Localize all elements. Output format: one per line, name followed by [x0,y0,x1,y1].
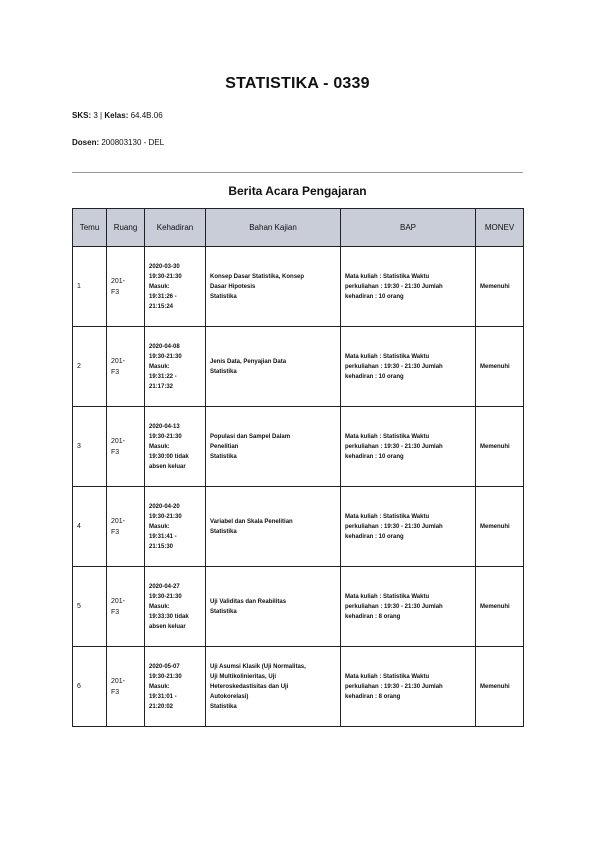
table-row [73,487,524,567]
cell-bahan-kajian-line: Statistika [210,608,237,615]
cell-temu: 5 [73,567,107,647]
cell-bahan-kajian [206,327,341,407]
cell-kehadiran-line: absen keluar [149,623,186,630]
cell-kehadiran-line: 19:31:22 - [149,373,177,380]
cell-kehadiran-line: 19:30-21:30 [149,673,182,680]
cell-bahan-kajian-line: Statistika [210,368,237,375]
cell-bahan-kajian-line: Heteroskedastisitas dan Uji [210,683,289,690]
header-ruang: Ruang [107,209,145,247]
table-header-row [73,209,524,247]
cell-ruang [107,247,145,327]
cell-kehadiran-line: 2020-05-07 [149,663,180,670]
cell-monev: Memenuhi [476,247,524,327]
cell-kehadiran-line: 19:31:26 - [149,293,177,300]
table-row [73,407,524,487]
cell-bap [341,487,476,567]
dosen-value: 200803130 - DEL [101,138,165,147]
cell-kehadiran-line: 2020-04-27 [149,583,180,590]
cell-bap [341,407,476,487]
cell-monev: Memenuhi [476,327,524,407]
cell-bahan-kajian [206,407,341,487]
cell-ruang-line: F3 [111,528,120,536]
cell-ruang-line: 201- [111,517,126,525]
cell-bahan-kajian-line: Statistika [210,703,237,710]
cell-kehadiran [145,247,206,327]
header-bap: BAP [341,209,476,247]
cell-bahan-kajian [206,647,341,727]
table-row [73,327,524,407]
header-monev: MONEV [476,209,524,247]
cell-kehadiran [145,567,206,647]
cell-bap-line: perkuliahan : 19:30 - 21:30 Jumlah [345,683,443,690]
cell-ruang [107,407,145,487]
cell-kehadiran [145,407,206,487]
cell-bap-line: perkuliahan : 19:30 - 21:30 Jumlah [345,603,443,610]
cell-ruang-line: F3 [111,448,120,456]
cell-bahan-kajian-line: Statistika [210,453,237,460]
cell-bap-line: kehadiran : 8 orang [345,613,401,620]
cell-bahan-kajian [206,487,341,567]
cell-ruang-line: 201- [111,437,126,445]
cell-bap-line: Mata kuliah : Statistika Waktu [345,433,430,440]
cell-temu: 6 [73,647,107,727]
cell-bap [341,247,476,327]
cell-bap-line: perkuliahan : 19:30 - 21:30 Jumlah [345,523,443,530]
cell-ruang-line: 201- [111,677,126,685]
section-title: Berita Acara Pengajaran [228,184,367,198]
cell-bap [341,567,476,647]
cell-kehadiran-line: 19:30:00 tidak [149,453,189,460]
cell-bap [341,647,476,727]
kelas-value: 64.4B.06 [130,111,163,120]
table-body [73,247,524,727]
lecturer-line [72,138,164,147]
cell-kehadiran-line: 2020-04-20 [149,503,180,510]
cell-kehadiran-line: 19:30-21:30 [149,593,182,600]
cell-kehadiran-line: Masuk: [149,363,170,370]
cell-bap-line: kehadiran : 10 orang [345,293,404,300]
cell-bap-line: kehadiran : 10 orang [345,373,404,380]
cell-ruang [107,647,145,727]
meta-separator: | [100,111,103,120]
cell-ruang [107,487,145,567]
cell-ruang [107,567,145,647]
cell-kehadiran-line: 21:15:30 [149,543,174,550]
cell-bap-line: Mata kuliah : Statistika Waktu [345,673,430,680]
cell-bap-line: kehadiran : 10 orang [345,453,404,460]
cell-ruang-line: 201- [111,357,126,365]
cell-monev: Memenuhi [476,647,524,727]
cell-ruang-line: F3 [111,368,120,376]
cell-kehadiran-line: 19:30-21:30 [149,353,182,360]
cell-kehadiran-line: Masuk: [149,443,170,450]
cell-bahan-kajian-line: Konsep Dasar Statistika, Konsep [210,273,305,280]
cell-ruang-line: F3 [111,608,120,616]
cell-kehadiran [145,327,206,407]
cell-kehadiran-line: Masuk: [149,283,170,290]
table-row [73,247,524,327]
cell-kehadiran-line: 19:31:01 - [149,693,177,700]
cell-monev: Memenuhi [476,567,524,647]
cell-temu: 2 [73,327,107,407]
cell-kehadiran-line: 19:30-21:30 [149,433,182,440]
dosen-label: Dosen: [72,138,100,147]
cell-bahan-kajian-line: Populasi dan Sampel Dalam [210,433,291,440]
cell-ruang-line: 201- [111,597,126,605]
sks-value: 3 [93,111,98,120]
cell-kehadiran-line: 2020-04-13 [149,423,180,430]
cell-bahan-kajian-line: Uji Asumsi Klasik (Uji Normalitas, [210,663,306,670]
cell-kehadiran-line: absen keluar [149,463,186,470]
cell-kehadiran-line: 21:20:02 [149,703,174,710]
header-divider [72,172,523,173]
table-row [73,567,524,647]
cell-bahan-kajian-line: Dasar Hipotesis [210,283,256,290]
kelas-label: Kelas: [104,111,129,120]
cell-bahan-kajian-line: Variabel dan Skala Penelitian [210,518,293,525]
cell-bap-line: Mata kuliah : Statistika Waktu [345,513,430,520]
cell-ruang-line: F3 [111,688,120,696]
cell-bahan-kajian-line: Penelitian [210,443,239,450]
cell-kehadiran-line: 19:30-21:30 [149,513,182,520]
table-row [73,647,524,727]
cell-bap-line: perkuliahan : 19:30 - 21:30 Jumlah [345,283,443,290]
cell-kehadiran-line: Masuk: [149,603,170,610]
cell-kehadiran-line: 19:30-21:30 [149,273,182,280]
cell-kehadiran [145,487,206,567]
cell-kehadiran-line: 2020-03-30 [149,263,180,270]
header-temu: Temu [73,209,107,247]
cell-temu: 3 [73,407,107,487]
page-title: STATISTIKA - 0339 [225,75,370,92]
cell-kehadiran-line: Masuk: [149,523,170,530]
cell-ruang-line: F3 [111,288,120,296]
cell-monev: Memenuhi [476,487,524,567]
cell-monev: Memenuhi [476,407,524,487]
cell-bahan-kajian-line: Jenis Data, Penyajian Data [210,358,287,365]
cell-kehadiran-line: 2020-04-08 [149,343,180,350]
cell-kehadiran-line: 21:17:32 [149,383,174,390]
cell-bahan-kajian-line: Uji Multikolinieritas, Uji [210,673,277,680]
cell-temu: 4 [73,487,107,567]
cell-kehadiran-line: Masuk: [149,683,170,690]
cell-bahan-kajian-line: Statistika [210,293,237,300]
cell-bahan-kajian-line: Uji Validitas dan Reabilitas [210,598,287,605]
cell-bap-line: perkuliahan : 19:30 - 21:30 Jumlah [345,363,443,370]
header-bahan-kajian: Bahan Kajian [206,209,341,247]
cell-ruang-line: 201- [111,277,126,285]
cell-kehadiran-line: 19:31:41 - [149,533,177,540]
cell-ruang [107,327,145,407]
cell-bap [341,327,476,407]
cell-kehadiran-line: 21:15:24 [149,303,174,310]
cell-temu: 1 [73,247,107,327]
cell-bahan-kajian [206,247,341,327]
header-kehadiran: Kehadiran [145,209,206,247]
cell-bap-line: Mata kuliah : Statistika Waktu [345,593,430,600]
cell-bap-line: perkuliahan : 19:30 - 21:30 Jumlah [345,443,443,450]
sks-label: SKS: [72,111,92,120]
cell-bap-line: kehadiran : 8 orang [345,693,401,700]
cell-bap-line: kehadiran : 10 orang [345,533,404,540]
teaching-report-table [72,208,524,727]
course-meta-line [72,111,163,120]
cell-kehadiran [145,647,206,727]
cell-bahan-kajian-line: Statistika [210,528,237,535]
cell-bahan-kajian [206,567,341,647]
cell-kehadiran-line: 19:33:30 tidak [149,613,189,620]
cell-bap-line: Mata kuliah : Statistika Waktu [345,353,430,360]
cell-bap-line: Mata kuliah : Statistika Waktu [345,273,430,280]
cell-bahan-kajian-line: Autokorelasi) [210,693,249,700]
